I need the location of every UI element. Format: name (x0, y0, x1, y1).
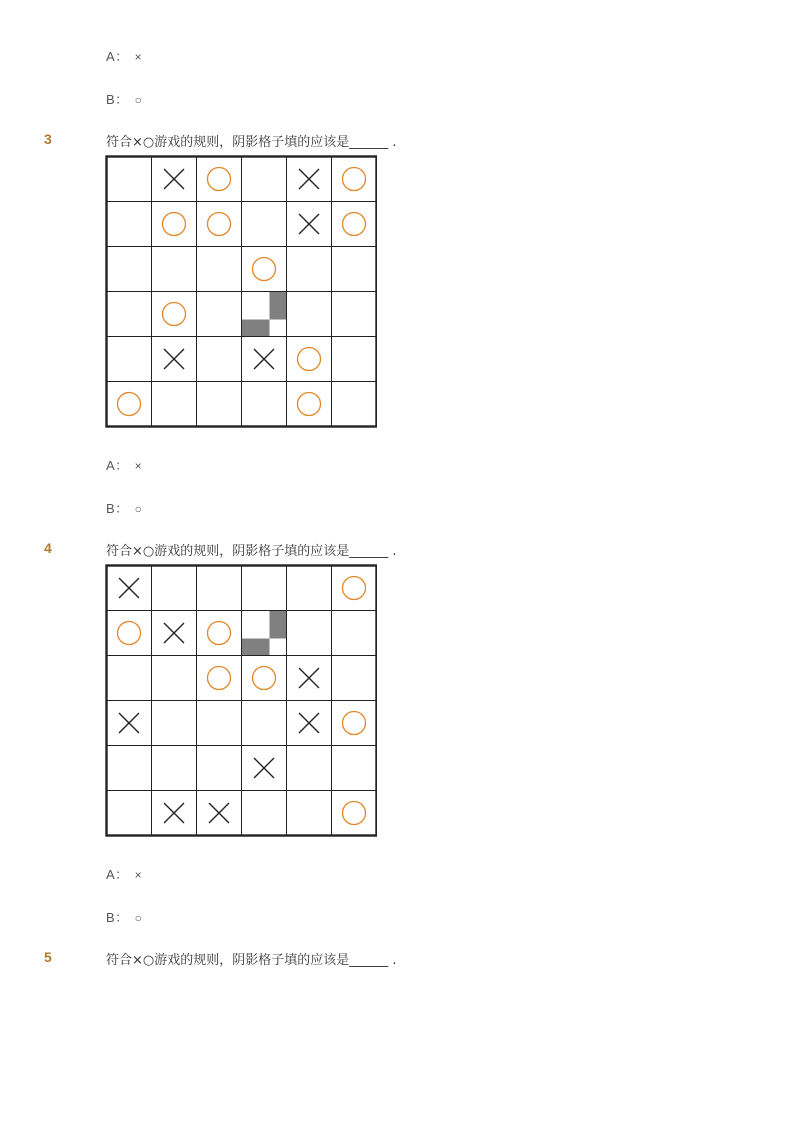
grid-cell (208, 622, 231, 645)
grid-cell (208, 168, 231, 191)
grid-cell (343, 712, 366, 735)
grid-cell (118, 622, 141, 645)
option-a-value: × (134, 868, 143, 882)
grid-cell (164, 169, 184, 189)
shaded-cell (242, 292, 287, 337)
grid-cell (164, 623, 184, 643)
option-b-label: B： (106, 910, 129, 925)
grid-cell (209, 803, 229, 823)
option-a-value: × (134, 459, 143, 473)
option-a-value: × (134, 50, 143, 64)
grid-cell (242, 611, 287, 656)
grid-cell (163, 213, 186, 236)
cross-mark (164, 623, 184, 643)
option-a-label: A： (106, 458, 129, 473)
grid-cell (254, 758, 274, 778)
cross-mark (209, 803, 229, 823)
cross-mark (299, 713, 319, 733)
circle-mark (298, 393, 321, 416)
grid-cell (343, 168, 366, 191)
grid-cell (118, 393, 141, 416)
circle-mark (343, 712, 366, 735)
grid-cell (164, 349, 184, 369)
option-a[interactable] (106, 864, 142, 883)
grid-cell (208, 213, 231, 236)
circle-mark (343, 802, 366, 825)
option-b[interactable] (106, 498, 142, 517)
cross-mark (119, 713, 139, 733)
cross-mark (254, 349, 274, 369)
cross-mark (164, 169, 184, 189)
circle-mark (253, 667, 276, 690)
circle-mark (163, 213, 186, 236)
grid-cell (242, 292, 287, 337)
circle-mark (208, 622, 231, 645)
question-number: 5 (44, 949, 52, 965)
circle-mark (208, 168, 231, 191)
option-b[interactable] (106, 907, 142, 926)
cross-mark (164, 349, 184, 369)
grid-cell (298, 348, 321, 371)
circle-mark (298, 348, 321, 371)
cross-mark (119, 578, 139, 598)
option-b-value: ○ (134, 911, 143, 925)
cross-mark (299, 214, 319, 234)
question-text: 符合×○游戏的规则，阴影格子填的应该是______ . (106, 953, 397, 968)
option-b-value: ○ (134, 93, 143, 107)
cross-mark (299, 668, 319, 688)
grid-cell (299, 214, 319, 234)
circle-mark (343, 213, 366, 236)
grid-cell (299, 169, 319, 189)
grid-cell (253, 258, 276, 281)
circle-mark (253, 258, 276, 281)
circle-mark (208, 213, 231, 236)
grid-cell (343, 802, 366, 825)
grid-cell (253, 667, 276, 690)
question-text: 符合×○游戏的规则，阴影格子填的应该是______ . (106, 135, 397, 150)
option-b-label: B： (106, 92, 129, 107)
option-a-label: A： (106, 867, 129, 882)
circle-mark (118, 393, 141, 416)
circle-mark (208, 667, 231, 690)
circle-mark (118, 622, 141, 645)
grid-cell (164, 803, 184, 823)
question-number: 4 (44, 540, 52, 556)
cross-mark (299, 169, 319, 189)
grid-cell (299, 713, 319, 733)
question-number: 3 (44, 131, 52, 147)
option-b-label: B： (106, 501, 129, 516)
puzzle-grid (105, 155, 377, 429)
grid-cell (119, 713, 139, 733)
option-a[interactable] (106, 46, 142, 65)
grid-cell (208, 667, 231, 690)
grid-cell (119, 578, 139, 598)
grid-cell (343, 213, 366, 236)
option-a[interactable] (106, 455, 142, 474)
grid-cell (299, 668, 319, 688)
option-a-label: A： (106, 49, 129, 64)
puzzle-grid (105, 564, 377, 838)
circle-mark (343, 168, 366, 191)
option-b-value: ○ (134, 502, 143, 516)
grid-cell (163, 303, 186, 326)
grid-cell (254, 349, 274, 369)
circle-mark (163, 303, 186, 326)
shaded-cell (242, 611, 287, 656)
circle-mark (343, 577, 366, 600)
cross-mark (164, 803, 184, 823)
grid-cell (298, 393, 321, 416)
question-text: 符合×○游戏的规则，阴影格子填的应该是______ . (106, 544, 397, 559)
option-b[interactable] (106, 89, 142, 108)
cross-mark (254, 758, 274, 778)
grid-cell (343, 577, 366, 600)
